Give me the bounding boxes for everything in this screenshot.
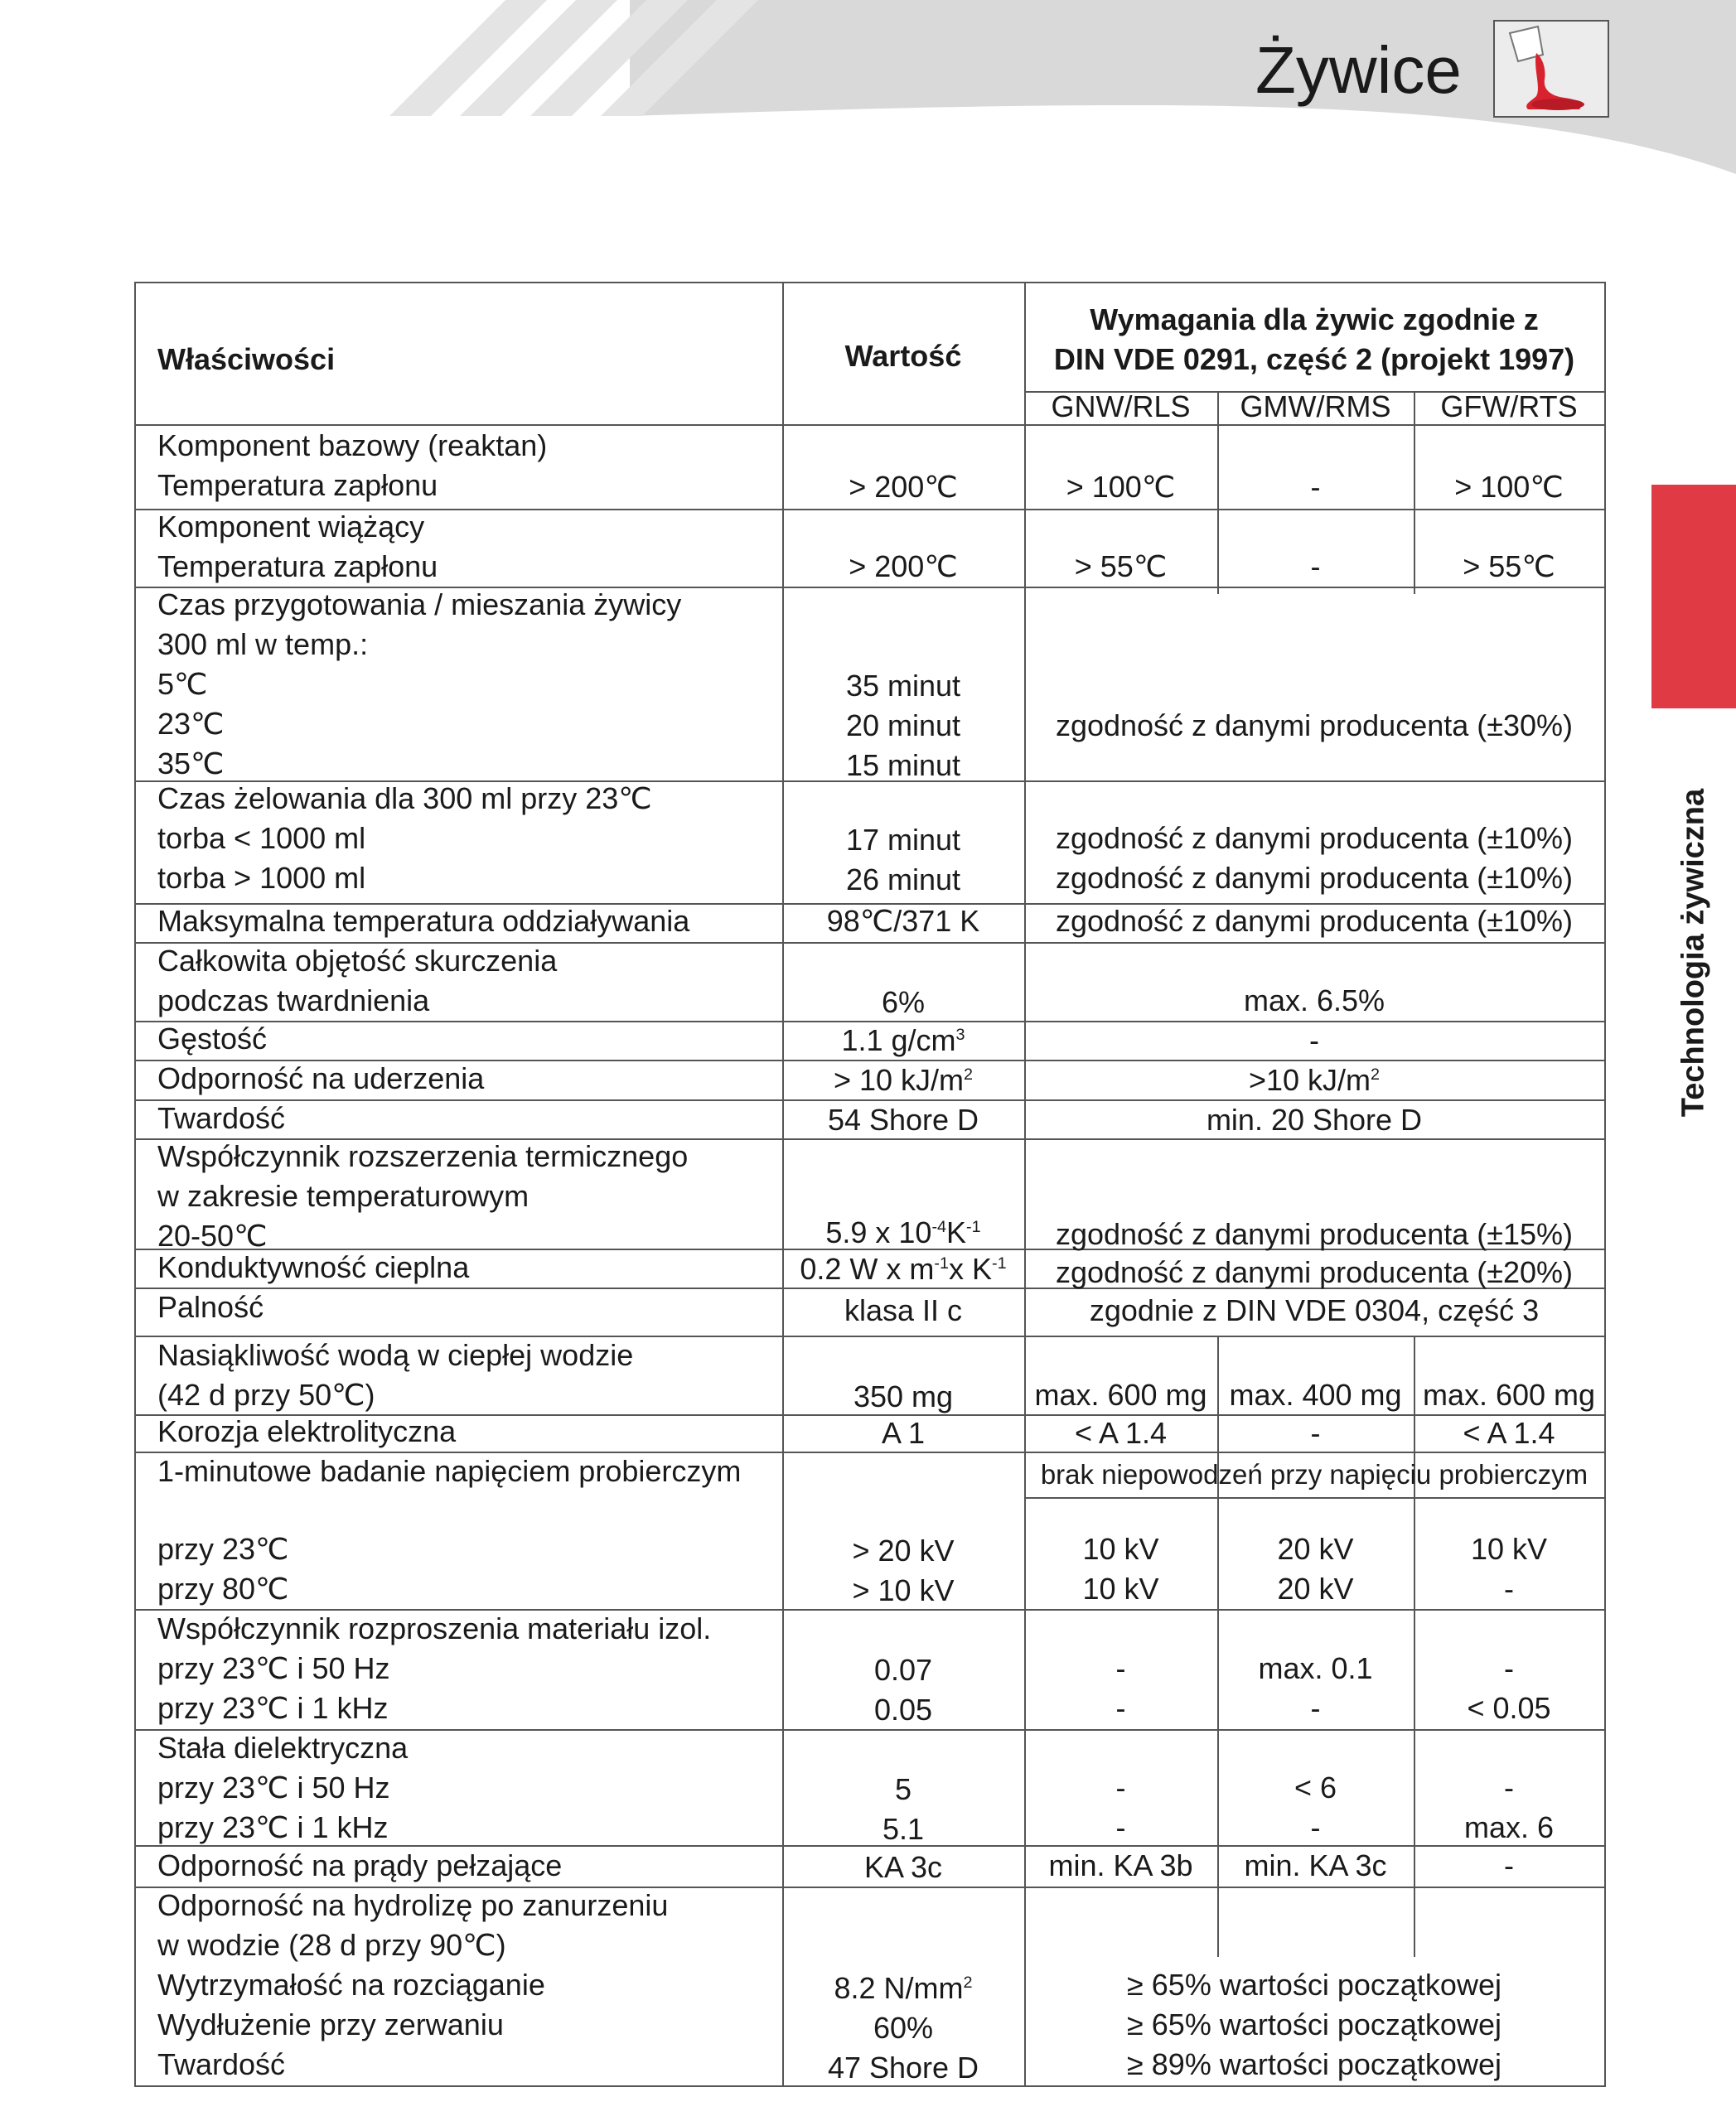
row-voltage-test-gmw: 20 kV 20 kV bbox=[1277, 1532, 1354, 1606]
row-flammability-value: klasa II c bbox=[844, 1293, 963, 1327]
row-dissipation-factor-gfw: - < 0.05 bbox=[1467, 1651, 1551, 1725]
column-header-value: Wartość bbox=[844, 339, 962, 373]
row-thermal-expansion-label: Współczynnik rozszerzenia termicznego w zakresie temperaturowym 20-50℃ bbox=[157, 1139, 689, 1253]
row-max-temperature-label: Maksymalna temperatura oddziaływania bbox=[157, 904, 690, 938]
row-voltage-test-requirement: brak niepowodzeń przy napięciu probierczym bbox=[1040, 1459, 1589, 1490]
row-impact-value: > 10 $kJ/m^2$ bbox=[833, 1063, 974, 1097]
column-header-gmw: GMW/RMS bbox=[1240, 389, 1391, 423]
row-voltage-test-gfw: 10 kV - bbox=[1470, 1532, 1548, 1606]
row-dissipation-factor-gnw: - - bbox=[1115, 1651, 1126, 1725]
row-thermal-expansion-requirement: zgodność z danymi producenta (±15%) bbox=[1055, 1217, 1574, 1251]
row-corrosion-label: Korozja elektrolityczna bbox=[157, 1414, 457, 1448]
row-dissipation-factor-gmw: max. 0.1 - bbox=[1258, 1651, 1373, 1725]
resin-logo bbox=[1493, 20, 1609, 118]
row-thermal-conductivity-requirement: zgodność z danymi producenta (±20%) bbox=[1055, 1255, 1574, 1289]
row-water-absorption-label: Nasiąkliwość wodą w ciepłej wodzie (42 d przy 50℃) bbox=[157, 1338, 634, 1412]
row-impact-requirement: >10 $kJ/m^2$ bbox=[1248, 1063, 1381, 1097]
row-flammability-label: Palność bbox=[157, 1290, 264, 1324]
row-hydrolysis-requirements: ≥ 65% wartości początkowej ≥ 65% wartości początkowej ≥ 89% wartości początkowej bbox=[1127, 1968, 1501, 2081]
resin-pour-icon bbox=[1495, 22, 1608, 116]
row-thermal-conductivity-label: Konduktywność cieplna bbox=[157, 1250, 470, 1284]
row-binding-component-value: > 200℃ bbox=[849, 549, 958, 583]
row-binding-component-gfw: > 55℃ bbox=[1463, 549, 1555, 583]
row-binding-component-gmw: - bbox=[1310, 549, 1321, 583]
row-corrosion-gnw: < A 1.4 bbox=[1074, 1416, 1168, 1450]
row-tracking-resistance-gnw: min. KA 3b bbox=[1048, 1848, 1193, 1882]
row-mixing-time-values: 35 minut 20 minut 15 minut bbox=[845, 669, 961, 782]
requirements-title-line1: Wymagania dla żywic zgodnie z bbox=[1090, 302, 1539, 336]
row-tracking-resistance-label: Odporność na prądy pełzające bbox=[157, 1848, 563, 1882]
row-water-absorption-gnw: max. 600 mg bbox=[1034, 1378, 1207, 1412]
row-tracking-resistance-gfw: - bbox=[1504, 1848, 1514, 1882]
row-dielectric-constant-gnw: - - bbox=[1115, 1771, 1126, 1844]
properties-table bbox=[134, 282, 1606, 2087]
row-water-absorption-gfw: max. 600 mg bbox=[1422, 1378, 1596, 1412]
row-thermal-conductivity-value: 0.2 W x $m^{-1}x$ $K^{-1}$ bbox=[800, 1252, 1007, 1286]
row-voltage-test-gnw: 10 kV 10 kV bbox=[1082, 1532, 1159, 1606]
row-binding-component-label: Komponent wiążący Temperatura zapłonu bbox=[157, 510, 438, 583]
column-header-requirements bbox=[1024, 300, 1604, 379]
row-water-absorption-gmw: max. 400 mg bbox=[1229, 1378, 1402, 1412]
row-shrinkage-value: 6% bbox=[881, 985, 926, 1019]
row-shrinkage-requirement: max. 6.5% bbox=[1243, 983, 1385, 1017]
row-max-temperature-value: 98℃/371 K bbox=[826, 904, 980, 938]
row-hardness-value: 54 Shore D bbox=[827, 1103, 979, 1137]
page-title: Żywice bbox=[1255, 33, 1462, 107]
section-color-tab bbox=[1651, 485, 1736, 708]
row-mixing-time-requirement: zgodność z danymi producenta (±30%) bbox=[1055, 708, 1574, 742]
row-hydrolysis-label: Odporność na hydrolizę po zanurzeniu w wodzie (28 d przy 90℃) Wytrzymałość na rozciąganie Wydłużenie przy zerwaniu Twardość bbox=[157, 1888, 669, 2081]
row-base-component-gmw: - bbox=[1310, 470, 1321, 504]
column-header-property: Właściwości bbox=[157, 342, 336, 376]
row-base-component-label: Komponent bazowy (reaktan) Temperatura zapłonu bbox=[157, 428, 548, 502]
row-flammability-requirement: zgodnie z DIN VDE 0304, część 3 bbox=[1089, 1293, 1540, 1327]
row-thermal-expansion-value: 5.9 x $10^{-4}K^{-1}$ bbox=[825, 1215, 981, 1249]
row-hardness-label: Twardość bbox=[157, 1101, 286, 1135]
row-voltage-test-conditions: przy 23℃ przy 80℃ bbox=[157, 1532, 289, 1606]
row-gel-time-label: Czas żelowania dla 300 ml przy 23℃ torba < 1000 ml torba > 1000 ml bbox=[157, 781, 652, 895]
row-base-component-value: > 200℃ bbox=[849, 470, 958, 504]
row-voltage-test-label: 1-minutowe badanie napięciem probierczym bbox=[157, 1454, 742, 1488]
column-header-gnw: GNW/RLS bbox=[1051, 389, 1191, 423]
row-tracking-resistance-value: KA 3c bbox=[863, 1850, 943, 1884]
row-dissipation-factor-label: Współczynnik rozproszenia materiału izol. przy 23℃ i 50 Hz przy 23℃ i 1 kHz bbox=[157, 1611, 712, 1725]
row-hydrolysis-values: 8.2 $N/mm^2$ 60% 47 Shore D bbox=[827, 1971, 979, 2085]
row-impact-label: Odporność na uderzenia bbox=[157, 1061, 485, 1095]
row-base-component-gfw: > 100℃ bbox=[1454, 470, 1564, 504]
row-base-component-gnw: > 100℃ bbox=[1066, 470, 1176, 504]
row-gel-time-requirements: zgodność z danymi producenta (±10%) zgodność z danymi producenta (±10%) bbox=[1055, 821, 1574, 895]
row-dielectric-constant-label: Stała dielektryczna przy 23℃ i 50 Hz przy 23℃ i 1 kHz bbox=[157, 1731, 409, 1844]
requirements-title-line2: DIN VDE 0291, część 2 (projekt 1997) bbox=[1053, 342, 1575, 376]
row-max-temperature-requirement: zgodność z danymi producenta (±10%) bbox=[1055, 904, 1574, 938]
row-corrosion-gfw: < A 1.4 bbox=[1463, 1416, 1555, 1450]
row-gel-time-values: 17 minut 26 minut bbox=[845, 823, 961, 896]
row-hardness-requirement: min. 20 Shore D bbox=[1206, 1103, 1423, 1137]
row-density-label: Gęstość bbox=[157, 1022, 268, 1056]
row-corrosion-gmw: - bbox=[1310, 1416, 1321, 1450]
section-label: Technologia żywiczna bbox=[1676, 788, 1711, 1118]
row-dielectric-constant-gfw: - max. 6 bbox=[1463, 1771, 1555, 1844]
row-dielectric-constant-values: 5 5.1 bbox=[882, 1772, 925, 1846]
row-corrosion-value: A 1 bbox=[881, 1416, 926, 1450]
row-voltage-test-values: > 20 kV > 10 kV bbox=[852, 1534, 955, 1607]
row-density-requirement: - bbox=[1309, 1023, 1319, 1057]
row-mixing-time-label: Czas przygotowania / mieszania żywicy 300 ml w temp.: 5℃ 23℃ 35℃ bbox=[157, 587, 682, 780]
row-binding-component-gnw: > 55℃ bbox=[1074, 549, 1168, 583]
row-water-absorption-value: 350 mg bbox=[853, 1379, 954, 1413]
row-dielectric-constant-gmw: < 6 - bbox=[1294, 1771, 1337, 1844]
row-tracking-resistance-gmw: min. KA 3c bbox=[1244, 1848, 1387, 1882]
row-shrinkage-label: Całkowita objętość skurczenia podczas twardnienia bbox=[157, 944, 558, 1017]
row-density-value: 1.1 $g/cm^3$ bbox=[841, 1023, 965, 1057]
row-dissipation-factor-values: 0.07 0.05 bbox=[873, 1653, 933, 1727]
column-header-gfw: GFW/RTS bbox=[1440, 389, 1578, 423]
